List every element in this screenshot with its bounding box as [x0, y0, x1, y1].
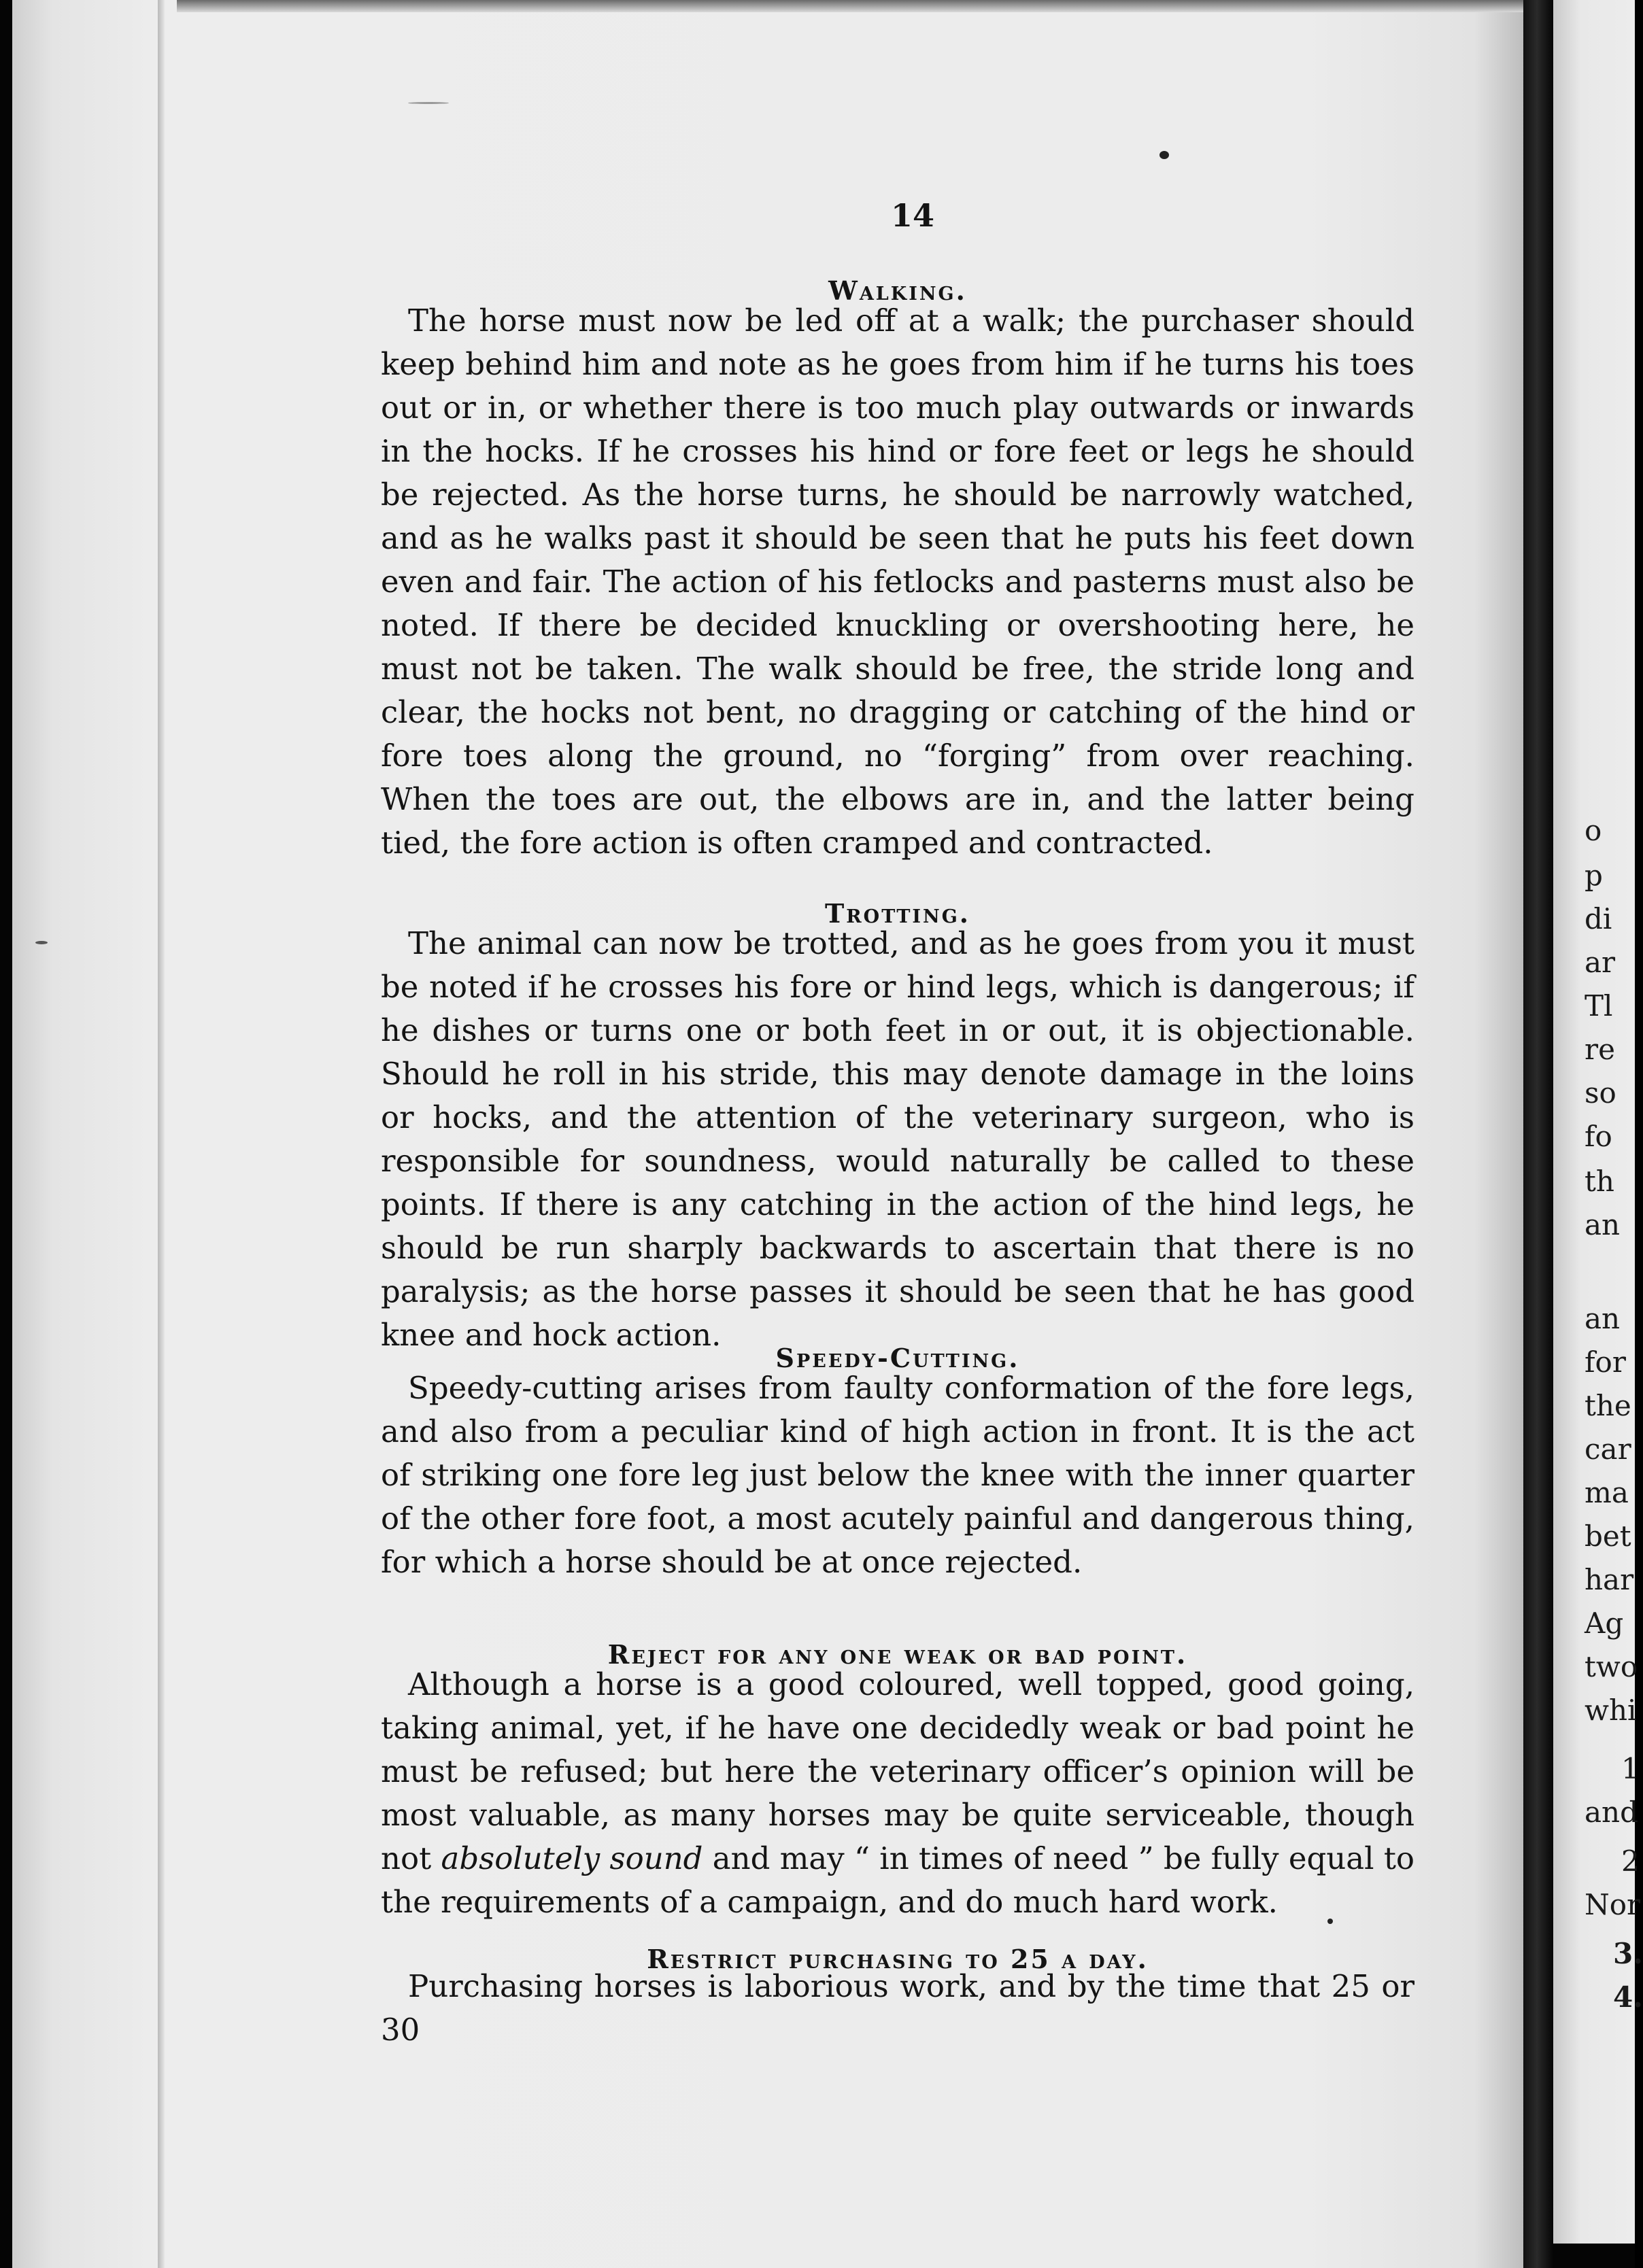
ink-speck [35, 941, 48, 944]
facing-page-fragment: the [1585, 1389, 1631, 1422]
facing-page-fragment: two [1585, 1650, 1638, 1683]
facing-page-fragment: di [1585, 902, 1612, 935]
facing-page-fragment: 4. [1613, 1980, 1643, 2014]
facing-page-fragment: th [1585, 1165, 1614, 1198]
facing-page-fragment: Ag [1585, 1606, 1624, 1640]
facing-page-fragment: Tl [1585, 989, 1613, 1023]
paragraph-speedy-cutting: Speedy-cutting arises from faulty conformation of the fore legs, and also from a peculiar kind of high action in front. It is the act of striking one fore leg just below the knee with the inner quarter of the other fore foot, a most acutely painful and dangerous thing, for which a horse should be at once rejected. [381, 1370, 1415, 1580]
facing-page-fragment: whi [1585, 1694, 1637, 1727]
paragraph-reject-part-1: Although a horse is a good coloured, well topped, good going, taking animal, yet, if he have one decidedly weak or bad point he must be refused; but here the veterinary officer’s opinion will be most valuable, as many horses may be quite serviceable, though not [381, 1666, 1415, 1876]
ink-speck [1159, 151, 1169, 159]
facing-page-fragment: 3. [1613, 1937, 1643, 1970]
facing-page-fragment: ma [1585, 1476, 1629, 1509]
page-fold-shadow [158, 0, 165, 2268]
facing-page-fragment: har [1585, 1563, 1634, 1596]
section-heading-walking: Walking. [828, 275, 967, 306]
paragraph-reject-part-2: and may “ in times of need ” be fully equal to the requirements of a campaign, and do much hard work. [381, 1840, 1415, 1920]
facing-page-fragment: 1 [1621, 1752, 1640, 1785]
section-heading-speedy-cutting: Speedy-Cutting. [775, 1343, 1020, 1373]
paragraph-walking: The horse must now be led off at a walk; the purchaser should keep behind him and note as he goes from him if he turns his toes out or in, or whether there is too much play outwards or inwards in the hocks. If he crosses his hind or fore feet or legs he should be rejected. As the horse turns, he should be narrowly watched, and as he walks past it should be seen that he puts his feet down even and fair. The action of his fetlocks and pasterns must also be noted. If there be decided knuckling or overshooting here, he must not be taken. The walk should be free, the stride long and clear, the hocks not bent, no dragging or catching of the hind or fore toes along the ground, no “forging” from over reaching. When the toes are out, the elbows are in, and the latter being tied, the fore action is often cramped and contracted. [381, 303, 1415, 861]
facing-page-fragment: Nor [1585, 1888, 1641, 1921]
facing-page-fragment: fo [1585, 1120, 1612, 1153]
facing-page-fragment: for [1585, 1345, 1626, 1379]
facing-page-fragment: and [1585, 1796, 1638, 1829]
facing-page-fragment: an [1585, 1302, 1621, 1335]
paragraph-reject-italic: absolutely sound [441, 1840, 703, 1876]
facing-page-fragment: ar [1585, 946, 1616, 979]
page-number: 14 [891, 197, 935, 234]
paragraph-reject [381, 1663, 1415, 1924]
section-heading-reject: Reject for any one weak or bad point. [607, 1639, 1188, 1670]
facing-page-bottom-shadow [1553, 2244, 1635, 2268]
paragraph-restrict: Purchasing horses is laborious work, and by the time that 25 or 30 [381, 1968, 1415, 2048]
facing-page-fragment: o [1585, 814, 1602, 847]
section-heading-restrict: Restrict purchasing to 25 a day. [647, 1944, 1149, 1974]
section-heading-trotting: Trotting. [824, 898, 971, 929]
facing-page-fragment: bet [1585, 1519, 1631, 1553]
facing-page-fragment: car [1585, 1432, 1631, 1466]
facing-page-fragment: re [1585, 1033, 1615, 1066]
facing-page-fragment: p [1585, 859, 1603, 892]
ink-speck [408, 102, 449, 104]
facing-page-fragment: an [1585, 1208, 1621, 1241]
facing-page-fragment: 2 [1621, 1844, 1640, 1878]
paragraph-trotting: The animal can now be trotted, and as he goes from you it must be noted if he crosses his fore or hind legs, which is dangerous; if he dishes or turns one or both feet in or out, it is objectionable. Should he roll in his stride, this may denote damage in the loins or hocks, and the attention of the veterinary surgeon, who is responsible for soundness, would naturally be called to these points. If there is any catching in the action of the hind legs, he should be run sharply backwards to ascertain that there is no paralysis; as the horse passes it should be seen that he has good knee and hock action. [381, 925, 1415, 1353]
page-top-edge [177, 0, 1523, 12]
facing-page-fragment: so [1585, 1076, 1616, 1110]
book-spine [1523, 0, 1553, 2268]
